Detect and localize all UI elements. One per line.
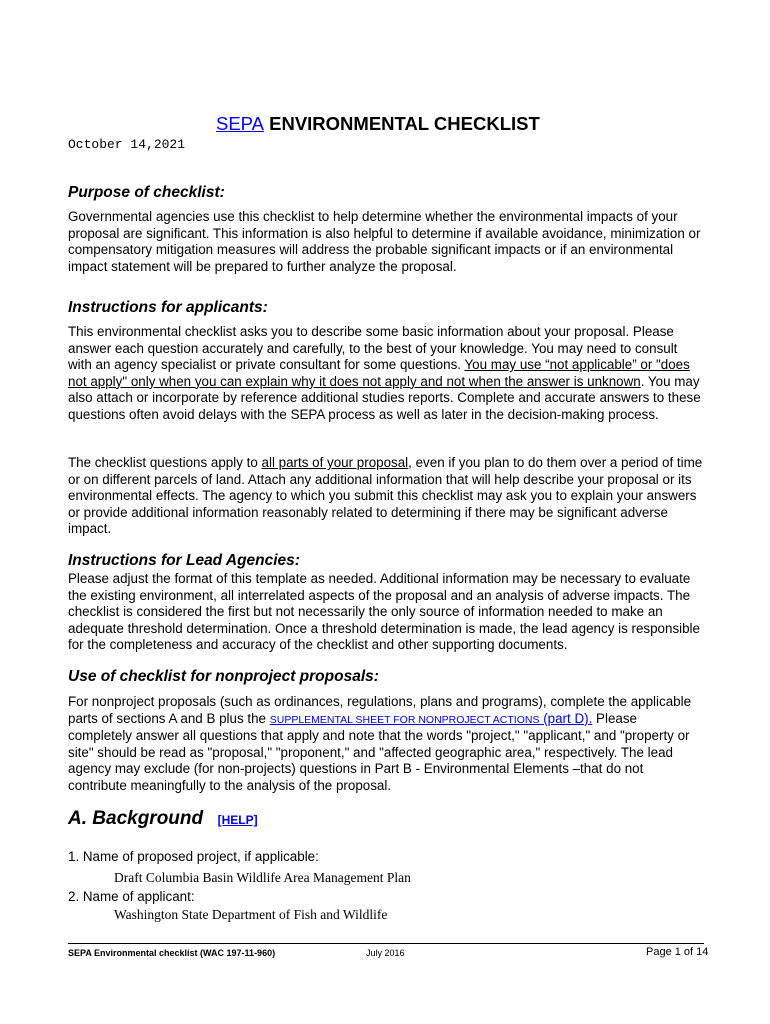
purpose-heading: Purpose of checklist:	[68, 184, 225, 201]
applicants-paragraph-1	[68, 324, 704, 424]
lead-agencies-text: Please adjust the format of this template as needed. Additional information may be necessary to evaluate the existing environment, all interrelated aspects of the proposal and an analysis of adverse impacts. The checklist is considered the first but not necessarily the only source of information needed to make an adequate threshold determination. Once a threshold determination is made, the lead agency is responsible for the completeness and accuracy of the checklist and other supporting documents.	[68, 571, 700, 653]
applicants-p2-text-a: The checklist questions apply to	[68, 455, 262, 470]
answer-1: Draft Columbia Basin Wildlife Area Management Plan	[114, 870, 411, 885]
sepa-link[interactable]: SEPA	[216, 113, 264, 134]
footer-rule	[68, 943, 704, 944]
footer-page-number: Page 1 of 14	[646, 946, 709, 958]
applicants-heading: Instructions for applicants:	[68, 299, 268, 316]
background-heading-row	[68, 808, 258, 830]
supplemental-sheet-link[interactable]: SUPPLEMENTAL SHEET FOR NONPROJECT ACTIONS (part D).	[269, 710, 593, 726]
nonproject-heading: Use of checklist for nonproject proposals:	[68, 668, 379, 685]
nonproject-text	[68, 694, 704, 795]
title-text: ENVIRONMENTAL CHECKLIST	[263, 113, 540, 134]
answer-2: Washington State Department of Fish and Wildlife	[114, 907, 388, 922]
document-title	[216, 113, 540, 135]
question-1: 1. Name of proposed project, if applicable:	[68, 849, 319, 864]
purpose-text: Governmental agencies use this checklist to help determine whether the environmental impacts of your proposal are significant. This information is also helpful to determine if available avoidance, minimization or compensatory mitigation measures will address the probable significant impacts or if an environmental impact statement will be prepared to further analyze the proposal.	[68, 209, 701, 274]
footer-left: SEPA Environmental checklist (WAC 197-11-960)	[68, 948, 276, 958]
background-heading: A. Background	[68, 808, 204, 829]
nonproject-text-a: For nonproject proposals (such as ordinances, regulations, plans and programs), complete the applicable parts of sections A and B plus the	[68, 694, 692, 726]
footer-center: July 2016	[366, 948, 405, 958]
applicants-paragraph-2	[68, 455, 704, 538]
document-date: October 14,2021	[68, 137, 186, 152]
applicants-p1-text-b: . You may also attach or incorporate by reference additional studies reports. Complete and accurate answers to these questions often avoid delays with the SEPA process as well as later in the decision-making process.	[68, 373, 701, 422]
applicants-p2-text-b: , even if you plan to do them over a period of time or on different parcels of land. Attach any additional information that will help describe your proposal or its environmental effects. The agency to which you submit this checklist may ask you to explain your answers or provide additional information reasonably related to determining if there may be significant adverse impact.	[68, 455, 703, 537]
question-2: 2. Name of applicant:	[68, 889, 195, 904]
help-link[interactable]: [HELP]	[217, 813, 258, 827]
nonproject-text-b: Please completely answer all questions that apply and note that the words "project," "applicant," and "property or site" should be read as "proposal," "proponent," and "affected geographic area," respectively. The lead agency may exclude (for non-projects) questions in Part B - Environmental Elements –that do not contribute meaningfully to the analysis of the proposal.	[68, 710, 690, 793]
applicants-p1-text-a: This environmental checklist asks you to describe some basic information about your proposal. Please answer each question accurately and carefully, to the best of your knowledge. You may need to consult with an agency specialist or private consultant for some questions.	[68, 324, 678, 373]
applicants-p2-underlined: all parts of your proposal	[261, 455, 409, 470]
lead-agencies-heading: Instructions for Lead Agencies:	[68, 552, 300, 569]
applicants-p1-underlined: You may use “not applicable” or "does not apply" only when you can explain why it does not apply and not when the answer is unknown	[68, 357, 690, 389]
